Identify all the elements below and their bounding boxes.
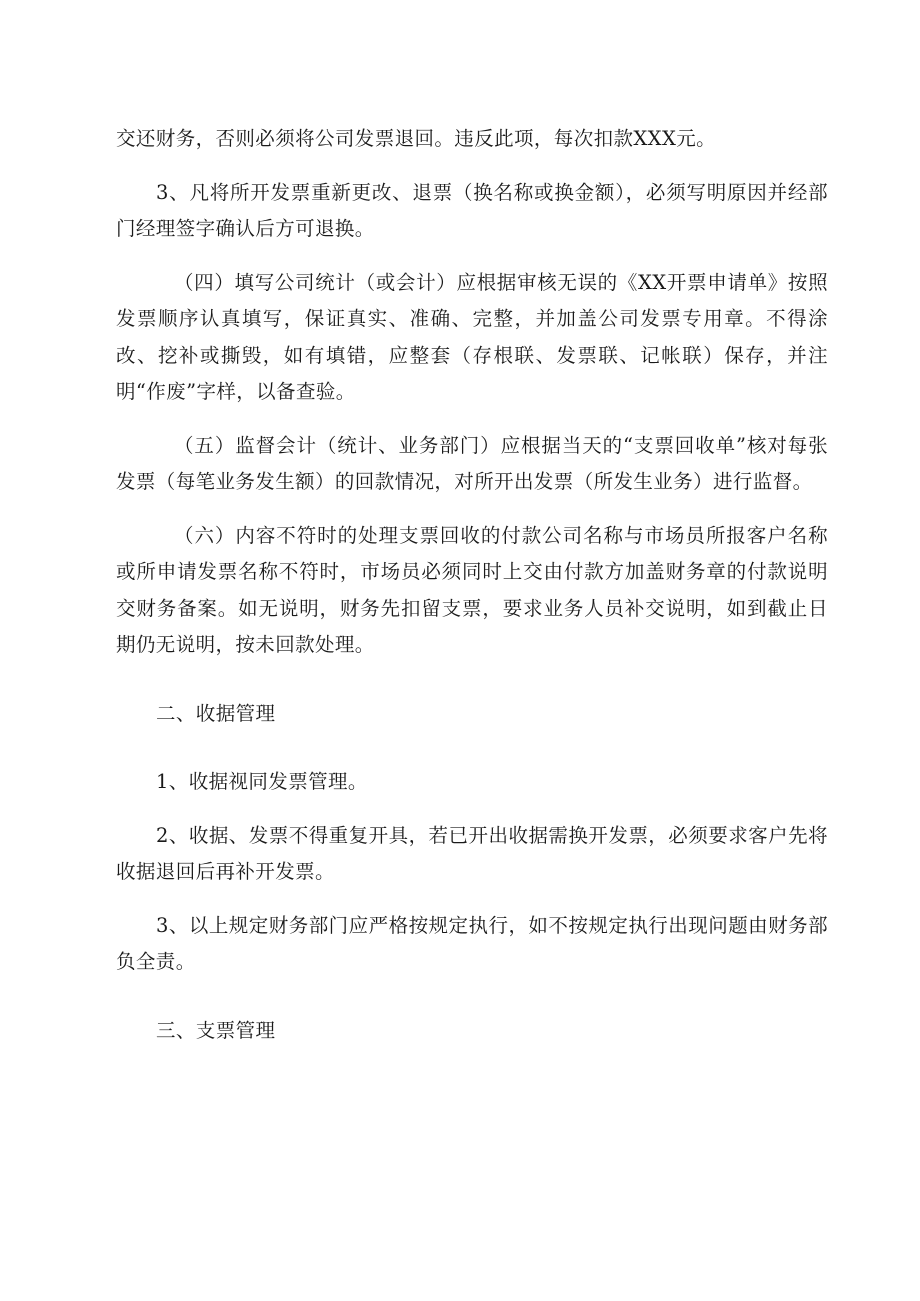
- heading-cheque-management: 三、支票管理: [156, 1018, 276, 1042]
- paragraph-section-4-fill-in: （四）填写公司统计（或会计）应根据审核无误的《XX开票申请单》按照发票顺序认真填写，保证真实、准确、完整，并加盖公司发票专用章。不得涂改、挖补或撕毁，如有填错，应整套（存根联、发票联、记帐联）保存，并注明“作废”字样，以备查验。: [116, 270, 828, 403]
- paragraph-section-5-supervision: （五）监督会计（统计、业务部门）应根据当天的“支票回收单”核对每张发票（每笔业务发生额）的回款情况，对所开出发票（所发生业务）进行监督。: [116, 433, 828, 493]
- document-body: [116, 121, 828, 1049]
- paragraph-section-6-mismatch: （六）内容不符时的处理支票回收的付款公司名称与市场员所报客户名称或所申请发票名称不符时，市场员必须同时上交由付款方加盖财务章的付款说明交财务备案。如无说明，财务先扣留支票，要求业务人员补交说明，如到截止日期仍无说明，按未回款处理。: [116, 523, 828, 656]
- paragraph-item-3-reissue: 3、凡将所开发票重新更改、退票（换名称或换金额），必须写明原因并经部门经理签字确认后方可退换。: [116, 180, 828, 240]
- paragraph-receipt-item-2: 2、收据、发票不得重复开具，若已开出收据需换开发票，必须要求客户先将收据退回后再补开发票。: [116, 823, 828, 883]
- paragraph-receipt-item-3: 3、以上规定财务部门应严格按规定执行，如不按规定执行出现问题由财务部负全责。: [116, 913, 828, 973]
- paragraph-continuation: 交还财务，否则必须将公司发票退回。违反此项，每次扣款XXX元。: [116, 127, 717, 150]
- paragraph-receipt-item-1: 1、收据视同发票管理。: [156, 770, 368, 793]
- heading-receipt-management: 二、收据管理: [156, 701, 276, 725]
